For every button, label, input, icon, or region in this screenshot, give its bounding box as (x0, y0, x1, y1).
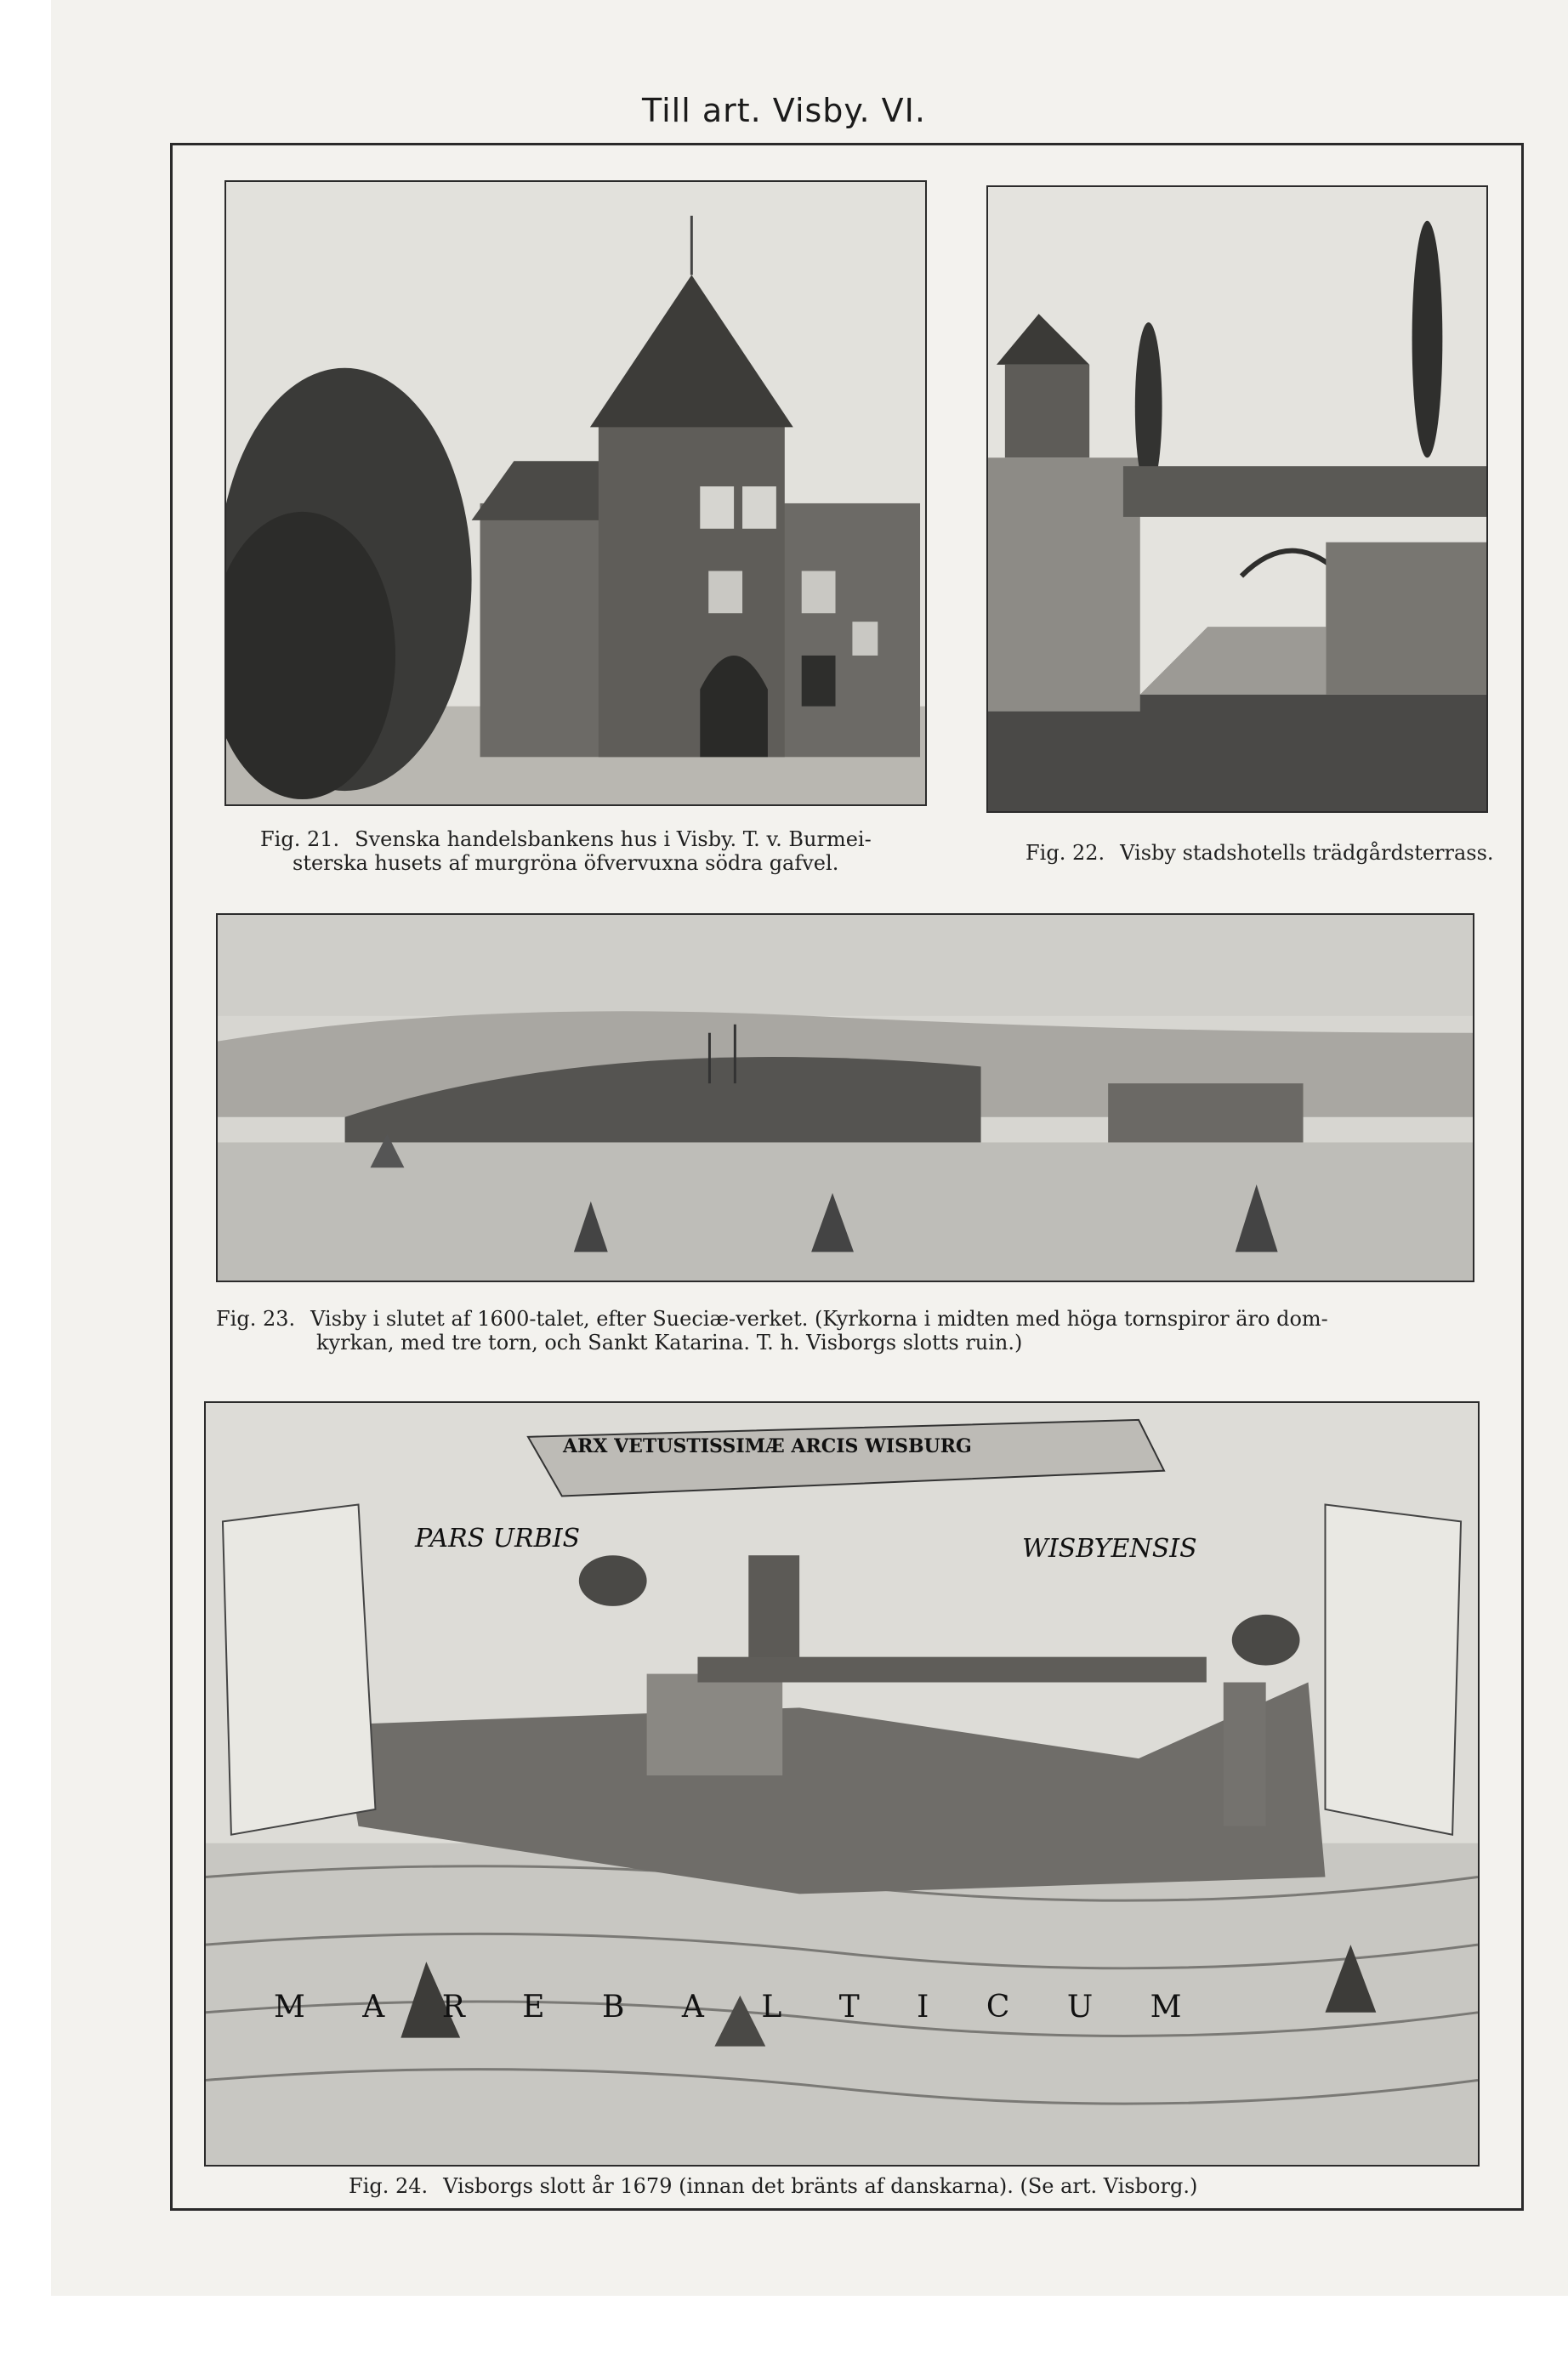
scan-margin-left (0, 0, 51, 2374)
page-heading: Till art. Visby. VI. (642, 92, 926, 129)
fig24-engraving (204, 1401, 1480, 2167)
bank-building-image (226, 182, 925, 804)
fig24-label: Fig. 24. (349, 2174, 429, 2198)
fig24-caption (349, 2175, 1197, 2197)
scan-margin-bottom (0, 2296, 1568, 2374)
fig21-label: Fig. 21. (260, 827, 340, 851)
fig21-caption-text1: Svenska handelsbankens hus i Visby. T. v. Burmei- (355, 827, 872, 851)
fig23-caption-text1: Visby i slutet af 1600-talet, efter Sueciæ-verket. (Kyrkorna i midten med höga tornspiror äro dom- (310, 1307, 1328, 1331)
fig24-banner-text: ARX VETUSTISSIMÆ ARCIS WISBURG (563, 1435, 972, 1457)
fig23-caption-line2: kyrkan, med tre torn, och Sankt Katarina. T. h. Visborgs slotts ruin.) (316, 1331, 1023, 1355)
fig21-caption-line1 (260, 828, 872, 850)
fig22-caption (1025, 842, 1494, 864)
fig24-sea-text: M A R E B A L T I C U M (274, 1990, 1206, 2025)
fig23-engraving (216, 913, 1474, 1282)
fig21-caption-line2: sterska husets af murgröna öfvervuxna södra gafvel. (293, 851, 839, 875)
fig24-right-title: WISBYENSIS (1022, 1534, 1197, 1564)
fig24-caption-text: Visborgs slott år 1679 (innan det bränts af danskarna). (Se art. Visborg.) (443, 2174, 1198, 2198)
visby-panorama-image (218, 915, 1473, 1281)
fig24-left-title: PARS URBIS (415, 1524, 581, 1553)
fig22-photo (986, 185, 1488, 813)
fig23-label: Fig. 23. (216, 1307, 296, 1331)
fig21-photo (224, 180, 927, 806)
visborg-castle-image (206, 1403, 1478, 2165)
fig22-label: Fig. 22. (1025, 841, 1105, 865)
hotel-terrace-image (988, 187, 1486, 811)
fig23-caption-line1 (216, 1308, 1328, 1330)
fig22-caption-text: Visby stadshotells trädgårdsterrass. (1120, 841, 1494, 865)
